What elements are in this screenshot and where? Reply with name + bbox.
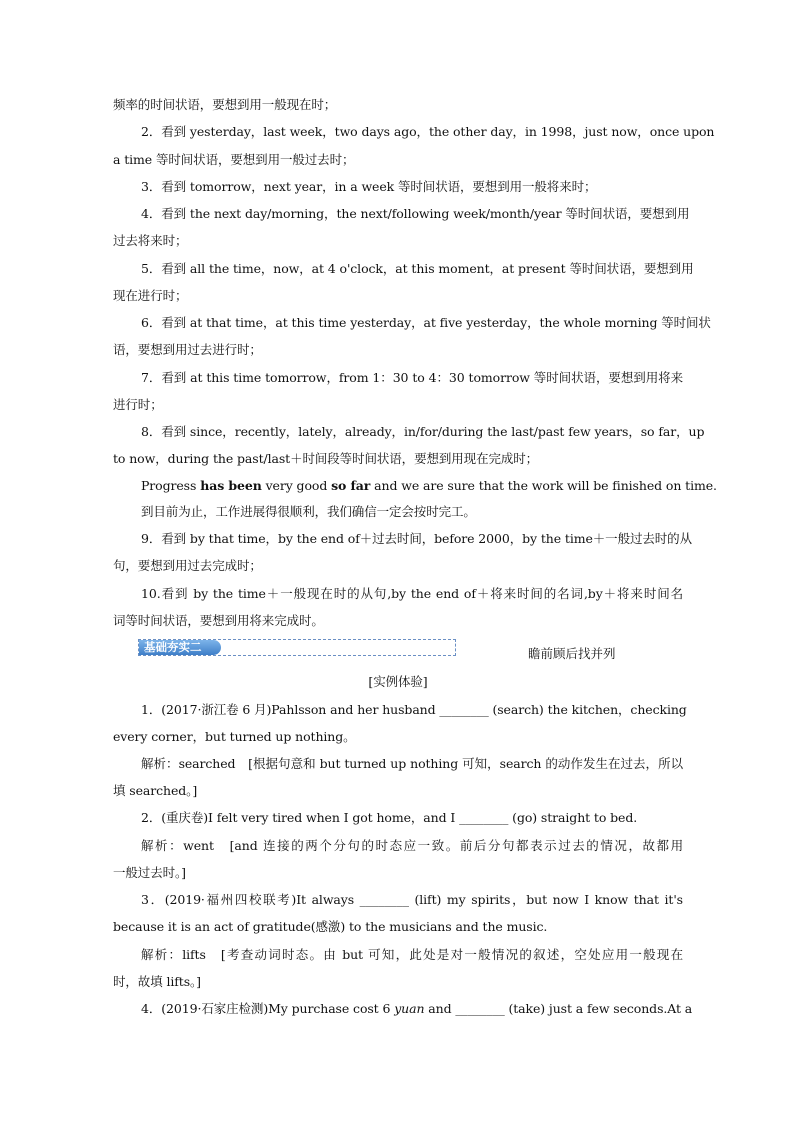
question-2: 2．(重庆卷)I felt very tired when I got home，and I ________ (go) straight to bed. xyxy=(141,810,638,825)
text-line: a time 等时间状语，要想到用一般过去时； xyxy=(113,152,355,167)
section-header-bar xyxy=(138,639,456,656)
section-tag: 基础夯实二 xyxy=(139,640,221,655)
text-line: 频率的时间状语，要想到用一般现在时； xyxy=(113,97,337,112)
section-subtitle: [实例体验] xyxy=(368,674,428,689)
example-translation: 到目前为止，工作进展得很顺利，我们确信一定会按时完工。 xyxy=(141,504,476,519)
bold-phrase: has been xyxy=(200,478,262,493)
section-subtitle-right: 瞻前顾后找并列 xyxy=(528,646,616,661)
text-line: 6．看到 at that time，at this time yesterday，at five yesterday，the whole morning 等时间状 xyxy=(141,315,711,330)
text-line: 2．看到 yesterday，last week，two days ago，the other day，in 1998，just now，once upon xyxy=(141,124,715,139)
text-line: 现在进行时； xyxy=(113,288,188,303)
text-line: to now，during the past/last＋时间段等时间状语，要想到用现在完成时； xyxy=(113,451,539,466)
text-line: 进行时； xyxy=(113,397,163,412)
text-line: 10.看到 by the time＋一般现在时的从句,by the end of＋将来时间的名词,by＋将来时间名 xyxy=(141,586,683,601)
text-line: 4．看到 the next day/morning，the next/following week/month/year 等时间状语，要想到用 xyxy=(141,206,690,221)
question-3: 3．(2019·福州四校联考)It always ________ (lift) my spirits，but now I know that it's xyxy=(141,892,683,907)
text-line: 过去将来时； xyxy=(113,233,188,248)
question-4: 4．(2019·石家庄检测)My purchase cost 6 yuan and ________ (take) just a few seconds.At a xyxy=(141,1001,693,1016)
answer-1-cont: 填 searched。] xyxy=(113,783,198,798)
answer-3: 解析：lifts [考查动词时态。由 but 可知，此处是对一般情况的叙述，空处应用一般现在 xyxy=(141,947,683,962)
question-3-cont: because it is an act of gratitude(感激) to the musicians and the music. xyxy=(113,919,548,934)
example-sentence: Progress has been very good so far and we are sure that the work will be finished on time. xyxy=(141,478,717,493)
answer-3-cont: 时，故填 lifts。] xyxy=(113,974,201,989)
text-line: 3．看到 tomorrow，next year，in a week 等时间状语，要想到用一般将来时； xyxy=(141,179,597,194)
bold-phrase: so far xyxy=(331,478,371,493)
text-line: 语，要想到用过去进行时； xyxy=(113,342,262,357)
answer-1: 解析：searched [根据句意和 but turned up nothing 可知，search 的动作发生在过去，所以 xyxy=(141,756,683,771)
question-1: 1．(2017·浙江卷 6 月)Pahlsson and her husband ________ (search) the kitchen，checking xyxy=(141,702,687,717)
text-line: 5．看到 all the time，now，at 4 o'clock，at this moment，at present 等时间状语，要想到用 xyxy=(141,261,694,276)
answer-2: 解析：went [and 连接的两个分句的时态应一致。前后分句都表示过去的情况，故都用 xyxy=(141,838,683,853)
question-1-cont: every corner，but turned up nothing。 xyxy=(113,729,356,744)
text-line: 8．看到 since，recently，lately，already，in/for/during the last/past few years，so far，up xyxy=(141,424,705,439)
text-line: 7．看到 at this time tomorrow，from 1：30 to 4：30 tomorrow 等时间状语，要想到用将来 xyxy=(141,370,683,385)
answer-2-cont: 一般过去时。] xyxy=(113,865,186,880)
text-line: 9．看到 by that time，by the end of＋过去时间，before 2000，by the time＋一般过去时的从 xyxy=(141,531,692,546)
text-line: 词等时间状语，要想到用将来完成时。 xyxy=(113,613,324,628)
text-line: 句，要想到用过去完成时； xyxy=(113,558,262,573)
